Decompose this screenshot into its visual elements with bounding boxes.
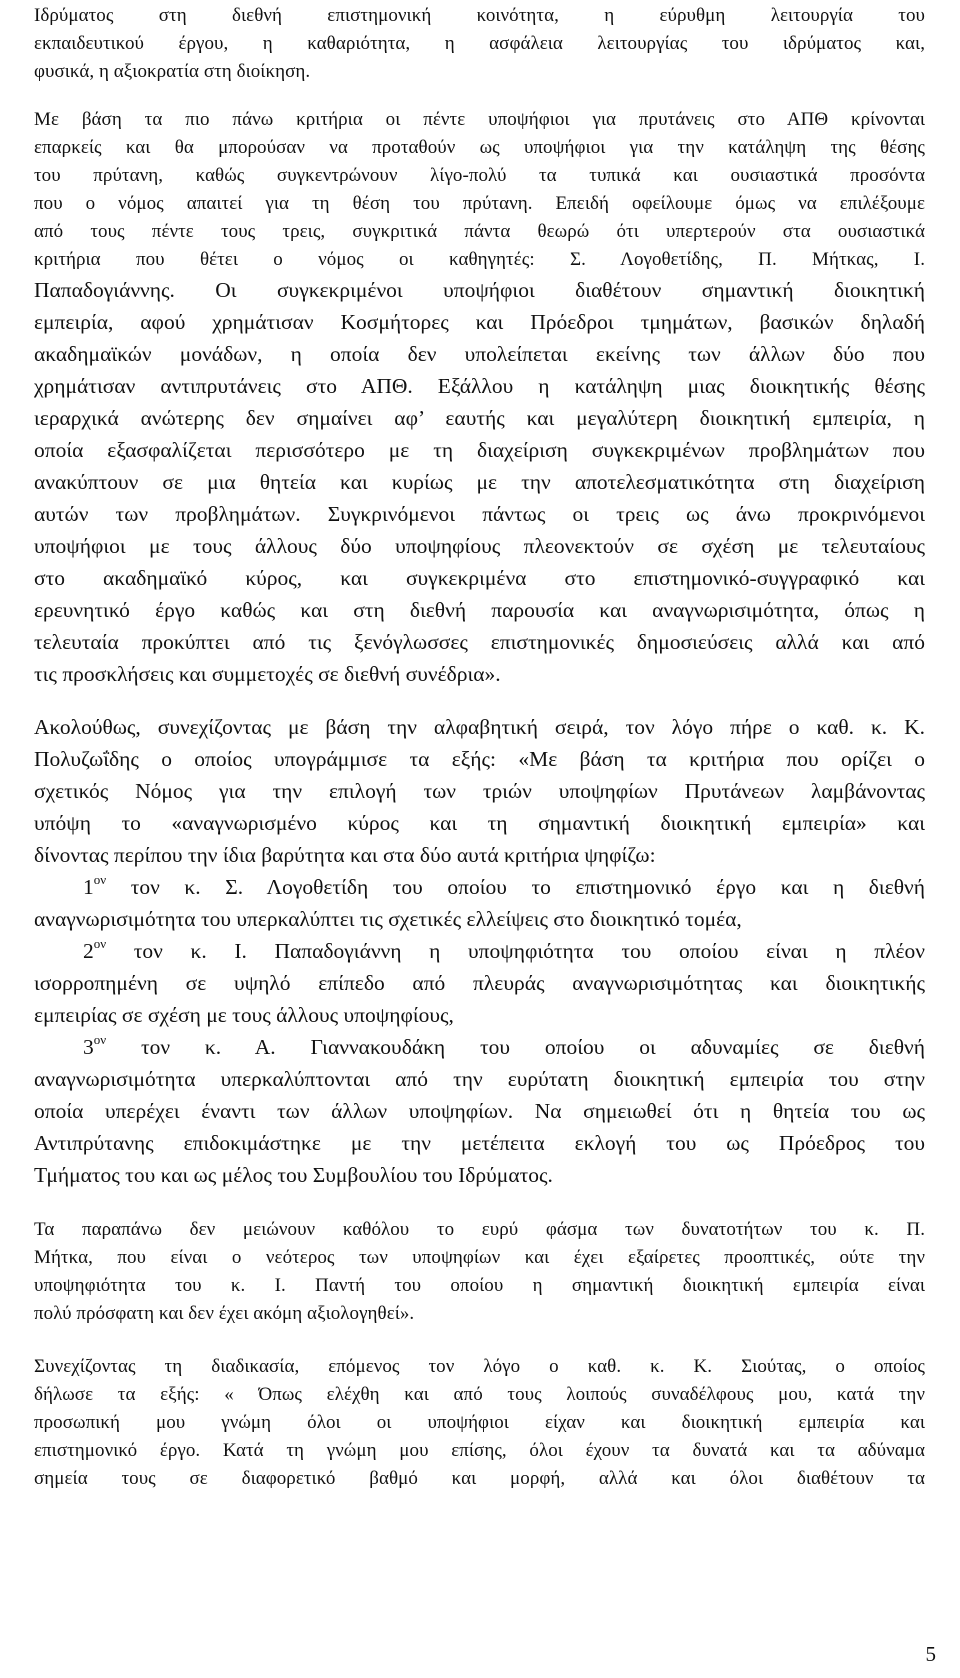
- vote-text: τον κ. Α. Γιαννακουδάκη του οποίου οι αδυναμίες σε διεθνή: [106, 1035, 925, 1059]
- text-line: ισορροπημένη σε υψηλό επίπεδο από πλευράς αναγνωρισιμότητας και διοικητικής: [34, 971, 925, 995]
- ordinal-suffix: ον: [93, 935, 107, 951]
- paragraph-3: [34, 711, 925, 1191]
- text-line: τελευταία προκύπτει από τις ξενόγλωσσες επιστημονικές δημοσιεύσεις αλλά και από: [34, 630, 925, 654]
- paragraph-4: [34, 1216, 925, 1328]
- text-line: δίνοντας περίπου την ίδια βαρύτητα και στα δύο αυτά κριτήρια ψηφίζω:: [34, 843, 656, 867]
- ordinal-suffix: ον: [93, 871, 107, 887]
- text-line: που ο νόμος απαιτεί για τη θέση του πρύτανη. Επειδή οφείλουμε όμως να επιλέξουμε: [34, 193, 925, 214]
- text-line: ανακύπτουν σε μια θητεία και κυρίως με την αποτελεσματικότητα στη διαχείριση: [34, 470, 925, 494]
- text-line: επιστημονικό έργο. Κατά τη γνώμη μου επίσης, όλοι έχουν τα δυνατά και τα αδύναμα: [34, 1440, 925, 1461]
- text-line: προσωπική μου γνώμη όλοι οι υποψήφιοι είχαν και διοικητική εμπειρία και: [34, 1412, 925, 1433]
- text-line: Συνεχίζοντας τη διαδικασία, επόμενος τον λόγο ο καθ. κ. Κ. Σιούτας, ο οποίος: [34, 1356, 925, 1377]
- vote-text: τον κ. Σ. Λογοθετίδη του οποίου το επιστημονικό έργο και η διεθνή: [106, 875, 925, 899]
- text-line: υποψήφιοι με τους άλλους δύο υποψηφίους πλεονεκτούν σε σχέση με τελευταίους: [34, 534, 925, 558]
- text-line: δήλωσε τα εξής: « Όπως ελέχθη και από τους λοιπούς συναδέλφους μου, κατά την: [34, 1384, 925, 1405]
- text-line: Μήτκα, που είναι ο νεότερος των υποψηφίων και έχει εξαίρετες προοπτικές, ούτε την: [34, 1247, 925, 1268]
- text-line: χρημάτισαν αντιπρυτάνεις στο ΑΠΘ. Εξάλλου η κατάληψη μιας διοικητικής θέσης: [34, 374, 925, 398]
- vote-third-line: [34, 1031, 925, 1063]
- document-body: [34, 2, 925, 1493]
- ordinal-suffix: ον: [93, 1031, 107, 1047]
- text-line: στο ακαδημαϊκό κύρος, και συγκεκριμένα στο επιστημονικό-συγγραφικό και: [34, 566, 925, 590]
- text-line: Ιδρύματος στη διεθνή επιστημονική κοινότητα, η εύρυθμη λειτουργία του: [34, 5, 925, 26]
- text-line: σχετικός Νόμος για την επιλογή των τριών υποψηφίων Πρυτάνεων λαμβάνοντας: [34, 779, 925, 803]
- text-line: ιεραρχικά ανώτερης δεν σημαίνει αφ’ εαυτής και μεγαλύτερη διοικητική εμπειρία, η: [34, 406, 925, 430]
- text-line: υποψηφιότητα του κ. Ι. Παντή του οποίου η σημαντική διοικητική εμπειρία είναι: [34, 1275, 925, 1296]
- text-line: Ακολούθως, συνεχίζοντας με βάση την αλφαβητική σειρά, τον λόγο πήρε ο καθ. κ. Κ.: [34, 715, 925, 739]
- vote-text: τον κ. Ι. Παπαδογιάννη η υποψηφιότητα του οποίου είναι η πλέον: [106, 939, 925, 963]
- text-line: οποία εξασφαλίζεται περισσότερο με τη διαχείριση συγκεκριμένων προβλημάτων που: [34, 438, 925, 462]
- text-line: του πρύτανη, καθώς συγκεντρώνουν λίγο-πολύ τα τυπικά και ουσιαστικά προσόντα: [34, 165, 925, 186]
- text-line: Αντιπρύτανης επιδοκιμάστηκε με την μετέπειτα εκλογή του ως Πρόεδρος του: [34, 1131, 925, 1155]
- text-line: Τμήματος του και ως μέλος του Συμβουλίου του Ιδρύματος.: [34, 1163, 553, 1187]
- vote-number: 2: [83, 939, 94, 963]
- text-line: ερευνητικό έργο καθώς και στη διεθνή παρουσία και αναγνωρισιμότητα, όπως η: [34, 598, 925, 622]
- vote-second-line: [34, 935, 925, 967]
- vote-number: 1: [83, 875, 94, 899]
- text-line: Παπαδογιάννης. Οι συγκεκριμένοι υποψήφιοι διαθέτουν σημαντική διοικητική: [34, 278, 925, 302]
- text-line: Τα παραπάνω δεν μειώνουν καθόλου το ευρύ φάσμα των δυνατοτήτων του κ. Π.: [34, 1219, 925, 1240]
- text-line: σημεία τους σε διαφορετικό βαθμό και μορφή, αλλά και όλοι διαθέτουν τα: [34, 1468, 925, 1489]
- paragraph-1: [34, 2, 925, 86]
- text-line: πολύ πρόσφατη και δεν έχει ακόμη αξιολογηθεί».: [34, 1303, 415, 1324]
- paragraph-2: [34, 106, 925, 274]
- text-line: εμπειρία, αφού χρημάτισαν Κοσμήτορες και Πρόεδροι τμημάτων, βασικών δηλαδή: [34, 310, 925, 334]
- paragraph-5: [34, 1353, 925, 1493]
- text-line: φυσικά, η αξιοκρατία στη διοίκηση.: [34, 61, 311, 82]
- text-line: αναγνωρισιμότητα του υπερκαλύπτει τις σχετικές ελλείψεις στο διοικητικό τομέα,: [34, 907, 742, 931]
- text-line: Πολυζωΐδης ο οποίος υπογράμμισε τα εξής: «Με βάση τα κριτήρια που ορίζει ο: [34, 747, 925, 771]
- text-line: εμπειρίας σε σχέση με τους άλλους υποψηφίους,: [34, 1003, 454, 1027]
- text-line: τις προσκλήσεις και συμμετοχές σε διεθνή συνέδρια».: [34, 662, 501, 686]
- text-line: εκπαιδευτικού έργου, η καθαριότητα, η ασφάλεια λειτουργίας του ιδρύματος και,: [34, 33, 925, 54]
- page-number: 5: [925, 1642, 936, 1666]
- text-line: ακαδημαϊκών μονάδων, η οποία δεν υπολείπεται εκείνης των άλλων δύο που: [34, 342, 925, 366]
- text-line: επαρκείς και θα μπορούσαν να προταθούν ως υποψήφιοι για την κατάληψη της θέσης: [34, 137, 925, 158]
- text-line: αυτών των προβλημάτων. Συγκρινόμενοι πάντως οι τρεις ως άνω προκρινόμενοι: [34, 502, 925, 526]
- text-line: Με βάση τα πιο πάνω κριτήρια οι πέντε υποψήφιοι για πρυτάνεις στο ΑΠΘ κρίνονται: [34, 109, 925, 130]
- text-line: από τους πέντε τους τρεις, συγκριτικά πάντα θεωρώ ότι υπερτερούν στα ουσιαστικά: [34, 221, 925, 242]
- text-line: οποία υπερέχει έναντι των άλλων υποψηφίων. Να σημειωθεί ότι η θητεία του ως: [34, 1099, 925, 1123]
- vote-number: 3: [83, 1035, 94, 1059]
- vote-first-line: [34, 871, 925, 903]
- text-line: αναγνωρισιμότητα υπερκαλύπτονται από την ευρύτατη διοικητική εμπειρία του στην: [34, 1067, 925, 1091]
- text-line: υπόψη το «αναγνωρισμένο κύρος και τη σημαντική διοικητική εμπειρία» και: [34, 811, 925, 835]
- paragraph-2-continued: [34, 274, 925, 690]
- text-line: κριτήρια που θέτει ο νόμος οι καθηγητές: Σ. Λογοθετίδης, Π. Μήτκας, Ι.: [34, 249, 925, 270]
